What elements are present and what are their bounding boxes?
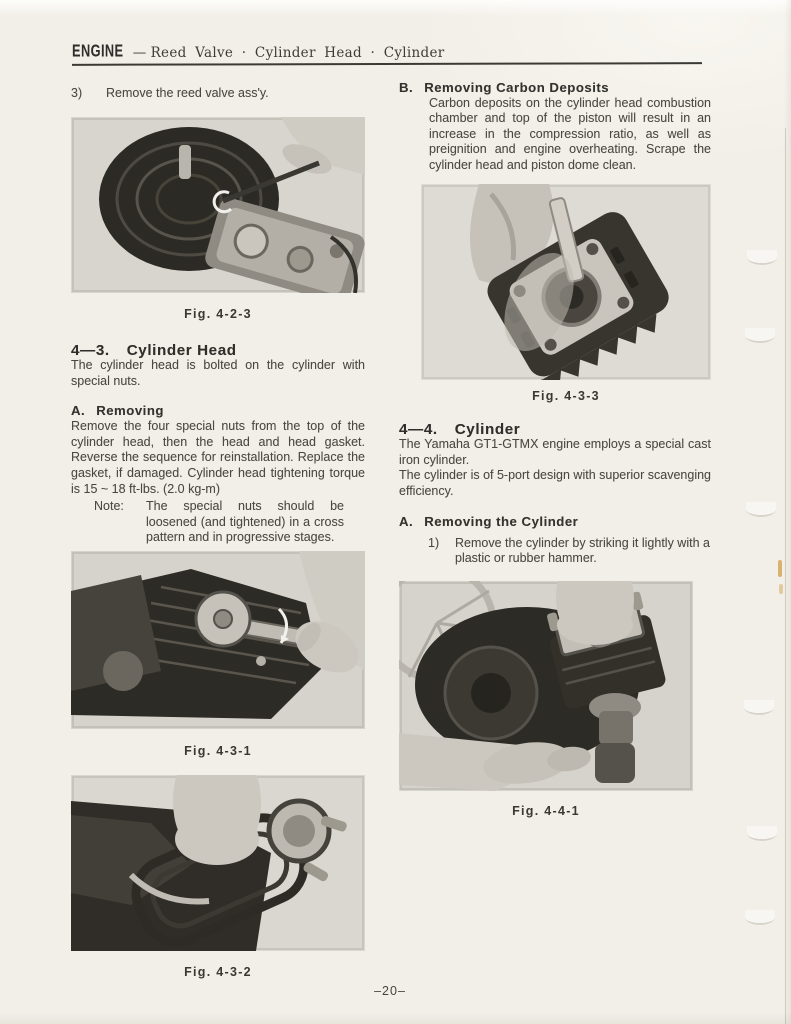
step-1-number: 1) [428, 535, 440, 550]
step-3-text: Remove the reed valve ass'y. [106, 86, 269, 100]
subsection-b-text: Removing Carbon Deposits [424, 80, 610, 95]
binder-notch [747, 250, 777, 265]
figure-4-3-1 [71, 551, 365, 760]
carbon-deposits-body: Carbon deposits on the cylinder head combustion chamber and top of the piston will result in an increase in the compression ratio, as well as preignition and engine overheating. Scrape the cylinder head and piston dome clean. [429, 95, 711, 172]
chapter-label: ENGINE [72, 42, 124, 61]
binder-notch [745, 328, 775, 343]
subsection-a-removing-cylinder [399, 514, 711, 530]
binder-notch [747, 826, 777, 841]
binder-notch [746, 502, 776, 517]
section-4-3-intro: The cylinder head is bolted on the cylinder with special nuts. [71, 358, 365, 389]
photo-removing-head-gasket [71, 775, 365, 951]
step-3 [71, 86, 365, 102]
binder-notch [744, 700, 774, 715]
highlight-mark [779, 584, 783, 594]
left-column [71, 86, 365, 981]
figure-4-4-1 [399, 581, 711, 820]
subsection-a-text: Removing [96, 402, 164, 418]
removing-body-text: Remove the four special nuts from the top of the cylinder head, then the head and head gasket. Reverse the sequence for reinstallation. Replace the gasket, if damaged. Cylinder head tightening torque is 15 ~ 18 ft-lbs. (2.0 kg-m) [71, 418, 365, 496]
header-separator: — [132, 45, 151, 61]
cylinder-para-2: The cylinder is of 5-port design with superior scavenging efficiency. [399, 468, 711, 498]
highlight-mark [778, 560, 782, 577]
figure-4-2-3-caption: Fig. 4-2-3 [184, 306, 252, 321]
subsection-a-letter: A. [71, 402, 86, 418]
page-number: –20– [374, 984, 406, 998]
step-1 [399, 536, 711, 567]
figure-4-3-3-caption: Fig. 4-3-3 [532, 389, 600, 403]
subsection-b-title [399, 80, 711, 96]
cylinder-para-1: The Yamaha GT1-GTMX engine employs a special cast iron cylinder. [399, 437, 711, 467]
section-4-3-number: 4—3. [71, 341, 110, 359]
page-header [72, 44, 712, 62]
section-4-3-text: Cylinder Head [126, 341, 237, 359]
page-edge-line [785, 128, 786, 1024]
section-4-4-number: 4—4. [399, 420, 438, 438]
photo-scraping-cylinder-head [421, 184, 711, 380]
figure-4-3-2-caption: Fig. 4-3-2 [184, 964, 252, 979]
photo-loosening-head-nuts [71, 551, 365, 729]
binder-notch [745, 910, 775, 925]
subsection-a-removing [71, 403, 365, 419]
figure-4-3-1-caption: Fig. 4-3-1 [184, 744, 252, 759]
section-4-3-title [71, 343, 365, 359]
header-topics: Reed Valve · Cylinder Head · Cylinder [150, 45, 445, 61]
step-1-text: Remove the cylinder by striking it lightly with a plastic or rubber hammer. [455, 535, 710, 565]
section-4-4-title [399, 422, 711, 438]
figure-4-3-2 [71, 775, 365, 981]
step-3-number: 3) [71, 86, 83, 100]
subsection-b-letter: B. [399, 80, 414, 95]
figure-4-2-3 [71, 117, 365, 323]
section-4-4-text: Cylinder [454, 420, 521, 438]
note-text: The special nuts should be loosened (and tightened) in a cross pattern and in progressive stages. [146, 498, 344, 545]
photo-striking-cylinder-hammer [399, 581, 693, 791]
subsection-a2-text: Removing the Cylinder [424, 514, 579, 529]
figure-4-3-3 [399, 184, 711, 405]
subsection-a2-letter: A. [399, 514, 414, 529]
note-label: Note: [94, 498, 124, 513]
header-rule [72, 62, 702, 66]
figure-4-4-1-caption: Fig. 4-4-1 [512, 803, 580, 818]
photo-engine-reed-valve [71, 117, 365, 293]
right-column [399, 80, 711, 819]
note-block [94, 499, 365, 546]
